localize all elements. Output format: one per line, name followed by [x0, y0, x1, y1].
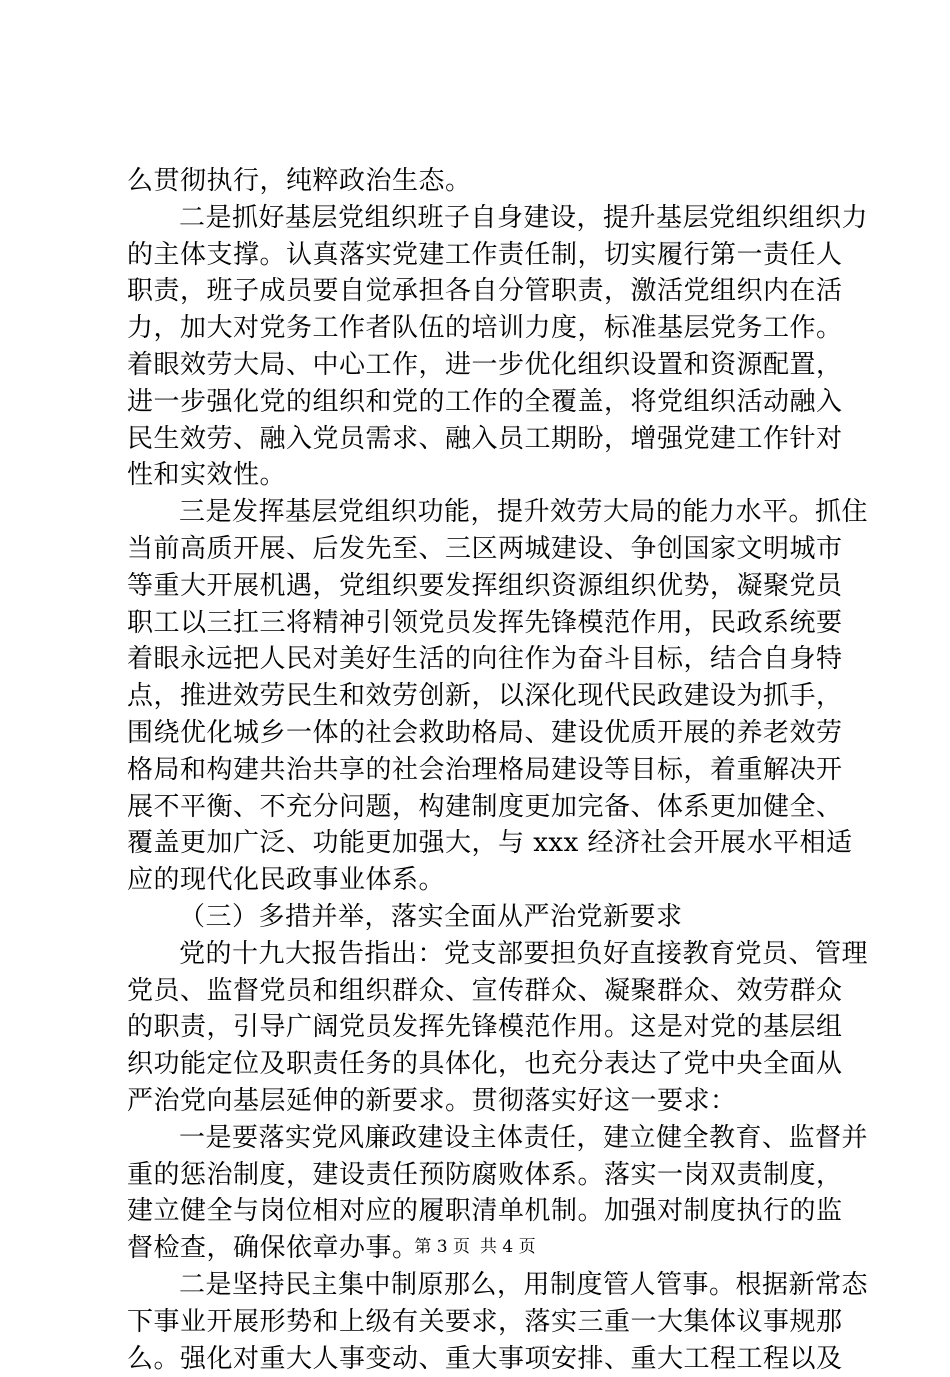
- page-total: 共 4 页: [480, 1236, 536, 1258]
- text-line: 性和实效性。: [127, 457, 833, 494]
- text-line: 等重大开展机遇，党组织要发挥组织资源组织优势，凝聚党员: [127, 568, 833, 605]
- text-line: 着眼效劳大局、中心工作，进一步优化组织设置和资源配置，: [127, 347, 833, 384]
- text-line: 格局和构建共治共享的社会治理格局建设等目标，着重解决开: [127, 752, 833, 789]
- text-line: 的主体支撑。认真落实党建工作责任制，切实履行第一责任人: [127, 237, 833, 274]
- text-line: 展不平衡、不充分问题，构建制度更加完备、体系更加健全、: [127, 789, 833, 826]
- document-body: [127, 163, 833, 1377]
- text-line: 覆盖更加广泛、功能更加强大，与 xxx 经济社会开展水平相适: [127, 825, 833, 862]
- text-line: 点，推进效劳民生和效劳创新，以深化现代民政建设为抓手，: [127, 678, 833, 715]
- text-line: 职工以三扛三将精神引领党员发挥先锋模范作用，民政系统要: [127, 605, 833, 642]
- text-line: 着眼永远把人民对美好生活的向往作为奋斗目标，结合自身特: [127, 641, 833, 678]
- text-line: 么贯彻执行，纯粹政治生态。: [127, 163, 833, 200]
- paragraph-start: 二是坚持民主集中制原那么，用制度管人管事。根据新常态: [127, 1267, 833, 1304]
- text-line: 进一步强化党的组织和党的工作的全覆盖，将党组织活动融入: [127, 384, 833, 421]
- paragraph-start: 一是要落实党风廉政建设主体责任，建立健全教育、监督并: [127, 1120, 833, 1157]
- page-number: 第 3 页: [414, 1236, 470, 1258]
- text-line: 织功能定位及职责任务的具体化，也充分表达了党中央全面从: [127, 1046, 833, 1083]
- paragraph-start: 三是发挥基层党组织功能，提升效劳大局的能力水平。抓住: [127, 494, 833, 531]
- text-line: 建立健全与岗位相对应的履职清单机制。加强对制度执行的监: [127, 1193, 833, 1230]
- text-line: 么。强化对重大人事变动、重大事项安排、重大工程工程以及: [127, 1341, 833, 1377]
- text-line: 职责，班子成员要自觉承担各自分管职责，激活党组织内在活: [127, 273, 833, 310]
- paragraph-start: 党的十九大报告指出：党支部要担负好直接教育党员、管理: [127, 936, 833, 973]
- text-line: 围绕优化城乡一体的社会救助格局、建设优质开展的养老效劳: [127, 715, 833, 752]
- text-line: 民生效劳、融入党员需求、融入员工期盼，增强党建工作针对: [127, 421, 833, 458]
- section-heading: （三）多措并举，落实全面从严治党新要求: [127, 899, 833, 936]
- text-line: 下事业开展形势和上级有关要求，落实三重一大集体议事规那: [127, 1304, 833, 1341]
- text-line: 力，加大对党务工作者队伍的培训力度，标准基层党务工作。: [127, 310, 833, 347]
- text-line: 的职责，引导广阔党员发挥先锋模范作用。这是对党的基层组: [127, 1009, 833, 1046]
- text-line: 应的现代化民政事业体系。: [127, 862, 833, 899]
- text-line: 党员、监督党员和组织群众、宣传群众、凝聚群众、效劳群众: [127, 973, 833, 1010]
- text-line: 当前高质开展、后发先至、三区两城建设、争创国家文明城市: [127, 531, 833, 568]
- page-footer: [0, 1236, 950, 1258]
- text-line: 严治党向基层延伸的新要求。贯彻落实好这一要求：: [127, 1083, 833, 1120]
- text-line: 重的惩治制度，建设责任预防腐败体系。落实一岗双责制度，: [127, 1157, 833, 1194]
- text-line: 督检查，确保依章办事。: [127, 1230, 833, 1267]
- paragraph-start: 二是抓好基层党组织班子自身建设，提升基层党组织组织力: [127, 200, 833, 237]
